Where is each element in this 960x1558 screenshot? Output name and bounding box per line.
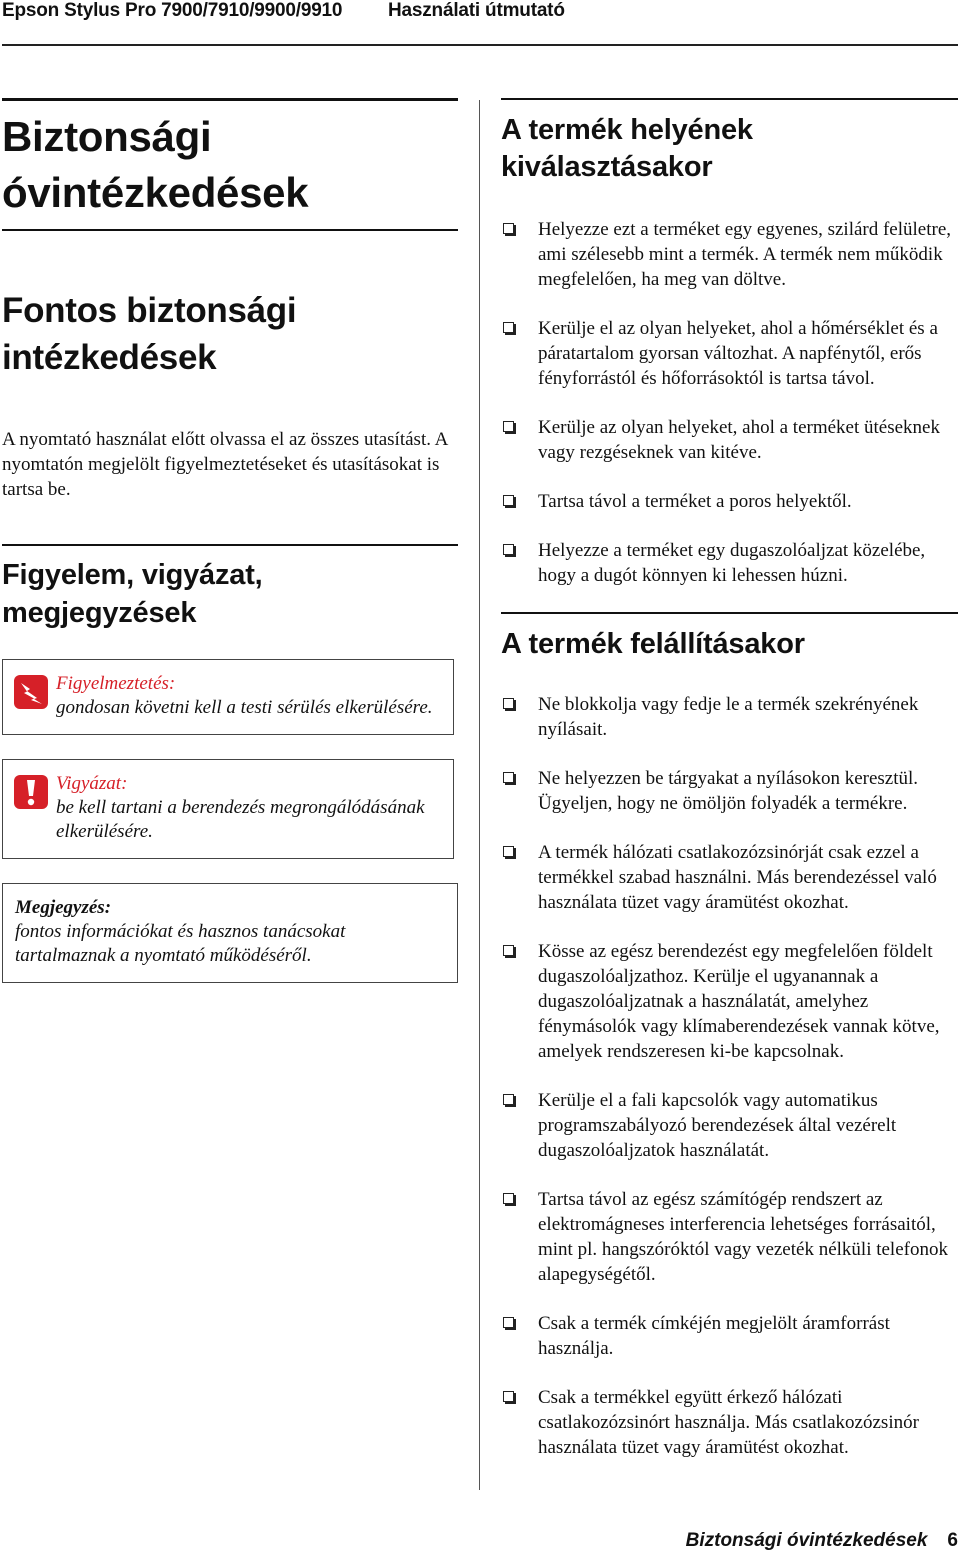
page-number: 6	[947, 1530, 958, 1551]
column-divider	[479, 100, 480, 1490]
checkbox-bullet-icon	[503, 698, 514, 709]
note-box	[2, 883, 458, 983]
setup-list	[501, 692, 958, 1460]
list-item: Csak a termék címkéjén megjelölt áramforrást használja.	[501, 1311, 958, 1361]
note-content	[15, 896, 447, 968]
checkbox-bullet-icon	[503, 495, 514, 506]
title-top-rule	[2, 98, 458, 101]
note-text: fontos információkat és hasznos tanácsokat tartalmaznak a nyomtató működéséről.	[15, 921, 346, 966]
list-item: A termék hálózati csatlakozózsinórját csak ezzel a termékkel szabad használni. Más berendezéssel való használata tüzet vagy áramütést okozhat.	[501, 840, 958, 915]
checkbox-bullet-icon	[503, 945, 514, 956]
checkbox-bullet-icon	[503, 544, 514, 555]
checkbox-bullet-icon	[503, 1391, 514, 1402]
list-item: Ne helyezzen be tárgyakat a nyílásokon keresztül. Ügyeljen, hogy ne ömöljön folyadék a termékre.	[501, 766, 958, 816]
list-item: Kerülje el a fali kapcsolók vagy automatikus programszabályozó berendezések által vezérelt dugaszolóaljzatok használatát.	[501, 1088, 958, 1163]
exclamation-caution-icon	[13, 774, 49, 810]
checkbox-bullet-icon	[503, 1193, 514, 1204]
caution-content	[56, 772, 443, 844]
checkbox-bullet-icon	[503, 1094, 514, 1105]
list-item: Csak a termékkel együtt érkező hálózati csatlakozózsinórt használja. Más csatlakozózsinór használata tüzet vagy áramütést okozhat.	[501, 1385, 958, 1460]
footer-section: Biztonsági óvintézkedések	[685, 1530, 928, 1551]
section-title: Fontos biztonsági intézkedések	[2, 291, 297, 377]
checkbox-bullet-icon	[503, 223, 514, 234]
lightning-warning-icon	[13, 674, 49, 710]
caution-label: Vigyázat:	[56, 773, 128, 794]
list-item: Tartsa távol a terméket a poros helyektől.	[501, 489, 958, 514]
notices-title: Figyelem, vigyázat, megjegyzések	[2, 559, 263, 629]
placement-rule	[501, 98, 958, 100]
notices-rule	[2, 544, 458, 546]
setup-rule	[501, 612, 958, 614]
list-item: Tartsa távol az egész számítógép rendszert az elektromágneses interferencia lehetséges forrásaitól, mint pl. hangszóróktól vagy vezeték nélküli telefonok alapegységétől.	[501, 1187, 958, 1287]
page-footer	[600, 1530, 958, 1552]
list-item: Helyezze ezt a terméket egy egyenes, szilárd felületre, ami szélesebb mint a termék. A termék nem működik megfelelően, ha meg van döltve.	[501, 217, 958, 292]
setup-title: A termék felállításakor	[501, 628, 805, 660]
warning-content	[56, 672, 443, 720]
product-name: Epson Stylus Pro 7900/7910/9900/9910	[2, 0, 343, 21]
checkbox-bullet-icon	[503, 322, 514, 333]
list-item: Kösse az egész berendezést egy megfelelően földelt dugaszolóaljzathoz. Kerülje el ugyanannak a dugaszolóaljzatnak a használatát, amelyhez fénymásolók vagy klímaberendezések vannak kötve, amelyek rendszeresen ki-be kapcsolnak.	[501, 939, 958, 1064]
list-item: Helyezze a terméket egy dugaszolóaljzat közelébe, hogy a dugót könnyen ki lehessen húzni.	[501, 538, 958, 588]
title-bottom-rule	[2, 229, 458, 231]
note-label: Megjegyzés:	[15, 897, 112, 918]
checkbox-bullet-icon	[503, 1317, 514, 1328]
list-item: Kerülje az olyan helyeket, ahol a terméket ütéseknek vagy rezgéseknek van kitéve.	[501, 415, 958, 465]
intro-paragraph: A nyomtató használat előtt olvassa el az összes utasítást. A nyomtatón megjelölt figyelmeztetéseket és utasításokat is tartsa be.	[2, 429, 448, 500]
placement-list	[501, 217, 958, 588]
left-column	[2, 98, 458, 632]
main-title: Biztonsági óvintézkedések	[2, 113, 309, 216]
warning-label: Figyelmeztetés:	[56, 673, 176, 694]
document-title: Használati útmutató	[388, 0, 565, 21]
checkbox-bullet-icon	[503, 846, 514, 857]
right-column	[501, 98, 958, 1484]
running-header	[2, 0, 958, 46]
list-item: Ne blokkolja vagy fedje le a termék szekrényének nyílásait.	[501, 692, 958, 742]
caution-text: be kell tartani a berendezés megrongálódásának elkerülésére.	[56, 797, 425, 842]
warning-text: gondosan követni kell a testi sérülés elkerülésére.	[56, 697, 433, 718]
caution-box	[2, 759, 454, 859]
placement-title: A termék helyének kiválasztásakor	[501, 114, 753, 183]
checkbox-bullet-icon	[503, 772, 514, 783]
checkbox-bullet-icon	[503, 421, 514, 432]
list-item: Kerülje el az olyan helyeket, ahol a hőmérséklet és a páratartalom gyorsan változhat. A napfénytől, erős fényforrástól és hőforrásoktól is tartsa távol.	[501, 316, 958, 391]
warning-box	[2, 659, 454, 735]
